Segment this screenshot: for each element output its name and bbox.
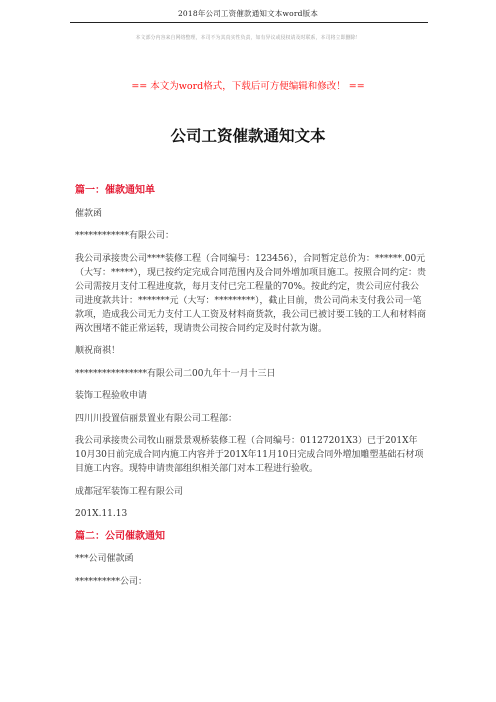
body-paragraph: 我公司承接贵公司牧山丽景景观桥装修工程（合同编号：01127201X3）已于201X年10月30日前完成合同内施工内容并于201X年11月10日完成合同外増加雕塑基础石材项目施工内容。现特申请贵部组织相关部门对本工程进行验收。 — [75, 436, 424, 474]
header-rule — [70, 22, 428, 23]
body-paragraph: ************有限公司： — [75, 231, 175, 241]
body-paragraph: 顺祝商祺！ — [75, 346, 121, 356]
body-paragraph: 装饰工程验收申请 — [75, 391, 148, 401]
disclaimer-text: 本文部分内容来自网络整理，本司不为其真实性负责，如有异议或侵权请及时联系，本司将立即删除！ — [135, 35, 361, 41]
body-paragraph: 成都冠军装饰工程有限公司 — [75, 486, 184, 497]
word-format-notice: == 本文为word格式，下载后可方便编辑和修改！ == — [131, 81, 365, 92]
section-heading: 篇二：公司催款通知 — [75, 530, 165, 542]
document-title: 公司工资催款通知文本 — [170, 126, 326, 145]
body-paragraph: ***公司催款函 — [75, 554, 134, 564]
body-paragraph: 催款函 — [75, 208, 103, 219]
running-header: 2018年公司工资催款通知文本word版本 — [177, 9, 319, 18]
body-paragraph: 201X.11.13 — [75, 509, 128, 519]
body-paragraph: ****************有限公司二00九年十一月十三日 — [75, 368, 276, 379]
body-paragraph: 我公司承接贵公司****装修工程（合同编号：123456），合同暂定总价为：******.00元（大写：*****），现已按约定完成合同范围内及合同外增加项目施工。按照合同约定：贵公司需按月支付工程进度款，每月支付已完工程量的70%。按此约定，贵公司应付我公司进度款共计：*******元（大写：*********），截止目前，贵公司尚未支付我公司一笔款项，造成我公司无力支付工人工资及材料商货款，我公司已被讨要工钱的工人和材料商两次围堵不能正常运转，现请贵公司按合同约定及时付款为谢。 — [75, 253, 427, 334]
body-paragraph: 四川川投置信丽景置业有限公司工程部： — [75, 413, 238, 424]
body-paragraph: **********公司： — [75, 576, 148, 587]
document-body — [75, 184, 427, 597]
section-heading: 篇一：催款通知单 — [75, 185, 155, 196]
